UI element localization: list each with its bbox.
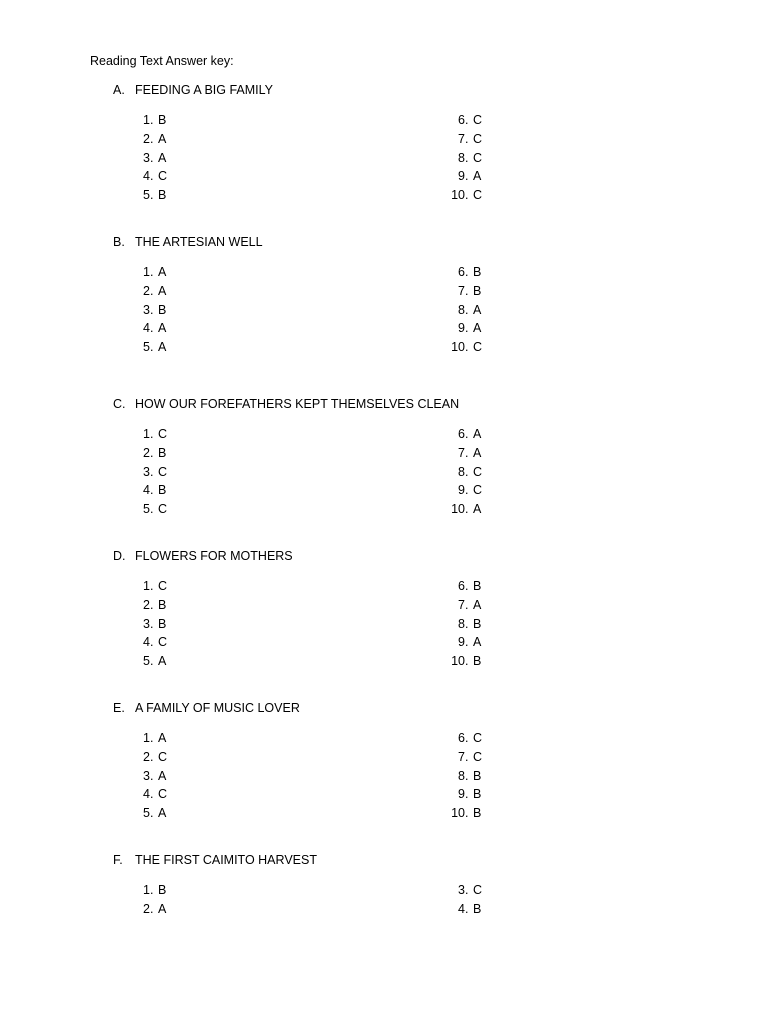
answer-letter: B [473,806,482,821]
answer-item: 3. B [131,615,167,634]
answer-letter: B [473,579,482,593]
answer-number: 9 [458,635,465,650]
answer-letter: B [473,283,482,298]
answer-number: 9 [458,787,465,802]
answer-number: 1 [143,731,150,745]
answer-letter: C [158,464,168,479]
answer-item: 1. C [131,425,167,444]
answer-item: 2. A [131,900,166,919]
answer-letter: C [473,150,483,165]
answer-item: 4. C [131,167,167,186]
answer-letter: C [473,731,483,745]
answer-letter: B [158,113,167,127]
answer-number: 5 [143,502,150,517]
answers-column-right [446,729,482,823]
answer-number: 4 [143,169,150,184]
answer-letter: A [158,768,167,783]
section-title: THE FIRST CAIMITO HARVEST [135,853,317,867]
answer-number: 3 [143,302,150,317]
answer-number: 4 [458,901,465,916]
answer-number: 9 [458,321,465,336]
answer-item: 1. C [131,577,167,596]
answer-item: 9. C [446,481,482,500]
answer-letter: B [158,483,167,498]
answer-number: 6 [458,265,465,279]
answer-letter: A [473,169,482,184]
answer-number: 3 [458,883,465,897]
answer-item: 10. B [446,804,482,823]
answer-letter: C [158,169,168,184]
answer-number: 5 [143,654,150,669]
answer-number: 4 [143,635,150,650]
answer-number: 7 [458,283,465,298]
answer-letter: A [473,321,482,336]
answer-item: 8. C [446,463,482,482]
answer-item: 3. B [131,301,166,320]
answer-number: 10 [451,188,465,203]
answer-number: 4 [143,483,150,498]
answer-letter: A [473,445,482,460]
answer-item: 1. A [131,729,167,748]
answer-letter: C [473,883,483,897]
answer-item: 4. C [131,633,167,652]
answer-letter: A [158,321,167,336]
answer-item: 6. C [446,111,482,130]
answer-item: 7. A [446,444,482,463]
section-heading [113,700,300,716]
section-title: FLOWERS FOR MOTHERS [135,549,293,563]
answer-number: 5 [143,806,150,821]
answer-item: 8. B [446,615,481,634]
answers-column-left [131,881,166,919]
answer-number: 7 [458,597,465,612]
answer-number: 3 [143,150,150,165]
answer-number: 6 [458,731,465,745]
answer-letter: A [158,283,167,298]
answer-letter: C [158,749,168,764]
section-letter: C. [113,397,126,411]
answer-letter: B [473,901,482,916]
answer-item: 5. A [131,338,166,357]
answer-number: 6 [458,579,465,593]
answer-item: 6. B [446,577,481,596]
answer-item: 1. B [131,881,166,900]
answers-column-right [446,111,482,205]
answer-letter: B [158,445,167,460]
answer-number: 1 [143,427,150,441]
answer-letter: C [473,188,483,203]
answer-letter: B [473,768,482,783]
answer-item: 2. B [131,444,167,463]
answer-item: 7. C [446,748,482,767]
answer-letter: B [473,787,482,802]
answer-letter: C [158,579,168,593]
answer-number: 4 [143,321,150,336]
answer-number: 8 [458,302,465,317]
answer-number: 8 [458,768,465,783]
answer-number: 1 [143,579,150,593]
answer-number: 1 [143,113,150,127]
document-title: Reading Text Answer key: [90,54,234,68]
answers-column-left [131,425,167,519]
answer-item: 3. A [131,767,167,786]
answers-column-left [131,577,167,671]
answer-item: 4. C [131,785,167,804]
answer-letter: A [158,340,167,355]
answer-letter: C [158,787,168,802]
answer-letter: B [158,188,167,203]
answer-letter: B [473,265,482,279]
answer-item: 1. A [131,263,166,282]
answer-letter: A [158,265,167,279]
answer-item: 2. A [131,282,166,301]
answer-letter: C [158,427,168,441]
answer-item: 9. A [446,167,482,186]
answer-number: 8 [458,464,465,479]
answer-number: 2 [143,901,150,916]
answer-letter: A [473,427,482,441]
answer-item: 10. B [446,652,481,671]
answer-number: 10 [451,654,465,669]
section-heading [113,82,273,98]
answer-item: 6. A [446,425,482,444]
answer-item: 6. C [446,729,482,748]
answer-number: 2 [143,131,150,146]
answer-item: 7. B [446,282,482,301]
answer-letter: A [473,597,482,612]
answer-item: 10. C [446,186,482,205]
answer-number: 3 [143,464,150,479]
answers-column-left [131,111,167,205]
answer-item: 3. A [131,149,167,168]
answer-number: 2 [143,749,150,764]
answer-letter: A [473,635,482,650]
answer-letter: C [473,483,483,498]
answers-column-left [131,729,167,823]
answer-item: 5. C [131,500,167,519]
answer-letter: B [473,616,482,631]
answer-letter: C [473,340,483,355]
answer-item: 5. B [131,186,167,205]
answer-letter: C [473,464,483,479]
answer-letter: A [158,901,167,916]
section-title: A FAMILY OF MUSIC LOVER [135,701,300,715]
answer-item: 8. B [446,767,482,786]
answer-item: 2. C [131,748,167,767]
answer-item: 1. B [131,111,167,130]
answer-number: 10 [451,806,465,821]
section-heading [113,548,293,564]
answer-number: 3 [143,616,150,631]
answer-item: 8. A [446,301,482,320]
answer-number: 1 [143,265,150,279]
answer-number: 1 [143,883,150,897]
answer-letter: C [473,113,483,127]
answer-item: 3. C [446,881,482,900]
answer-item: 10. C [446,338,482,357]
section-heading [113,234,263,250]
answer-item: 2. B [131,596,167,615]
answer-number: 5 [143,188,150,203]
answer-number: 10 [451,502,465,517]
answer-item: 4. B [131,481,167,500]
answer-letter: B [158,616,167,631]
answer-item: 7. A [446,596,481,615]
answer-letter: A [158,806,167,821]
answer-letter: A [473,502,482,517]
answer-number: 7 [458,131,465,146]
answer-item: 2. A [131,130,167,149]
answer-letter: C [473,749,483,764]
answer-letter: A [158,731,167,745]
answer-number: 3 [143,768,150,783]
answer-item: 5. A [131,804,167,823]
answer-item: 4. B [446,900,482,919]
answer-item: 9. A [446,319,482,338]
answer-item: 8. C [446,149,482,168]
section-title: HOW OUR FOREFATHERS KEPT THEMSELVES CLEAN [135,397,460,411]
answers-column-right [446,263,482,357]
section-title: THE ARTESIAN WELL [135,235,263,249]
answer-item: 4. A [131,319,166,338]
answer-letter: C [158,502,168,517]
answer-number: 6 [458,113,465,127]
answer-number: 8 [458,150,465,165]
answer-item: 7. C [446,130,482,149]
answer-number: 2 [143,445,150,460]
answer-item: 9. A [446,633,481,652]
answer-letter: C [158,635,168,650]
section-letter: A. [113,83,125,97]
section-letter: D. [113,549,126,563]
answers-column-right [446,577,481,671]
answer-item: 6. B [446,263,482,282]
answer-number: 9 [458,169,465,184]
section-letter: F. [113,853,123,867]
answer-letter: A [158,654,167,669]
answer-letter: A [473,302,482,317]
answer-number: 6 [458,427,465,441]
answer-number: 9 [458,483,465,498]
answer-item: 9. B [446,785,482,804]
answer-item: 5. A [131,652,167,671]
answer-letter: B [158,597,167,612]
answers-column-right [446,425,482,519]
answer-number: 2 [143,597,150,612]
answer-item: 10. A [446,500,482,519]
answer-letter: A [158,131,167,146]
answer-number: 7 [458,749,465,764]
answer-number: 10 [451,340,465,355]
section-title: FEEDING A BIG FAMILY [135,83,274,97]
section-heading [113,396,459,412]
answer-letter: B [158,883,167,897]
answer-number: 8 [458,616,465,631]
answers-column-left [131,263,166,357]
answers-column-right [446,881,482,919]
answer-letter: B [473,654,482,669]
answer-number: 7 [458,445,465,460]
section-heading [113,852,317,868]
answer-letter: A [158,150,167,165]
answer-letter: B [158,302,167,317]
answer-number: 5 [143,340,150,355]
section-letter: B. [113,235,125,249]
section-letter: E. [113,701,125,715]
answer-item: 3. C [131,463,167,482]
answer-letter: C [473,131,483,146]
answer-number: 2 [143,283,150,298]
answer-number: 4 [143,787,150,802]
